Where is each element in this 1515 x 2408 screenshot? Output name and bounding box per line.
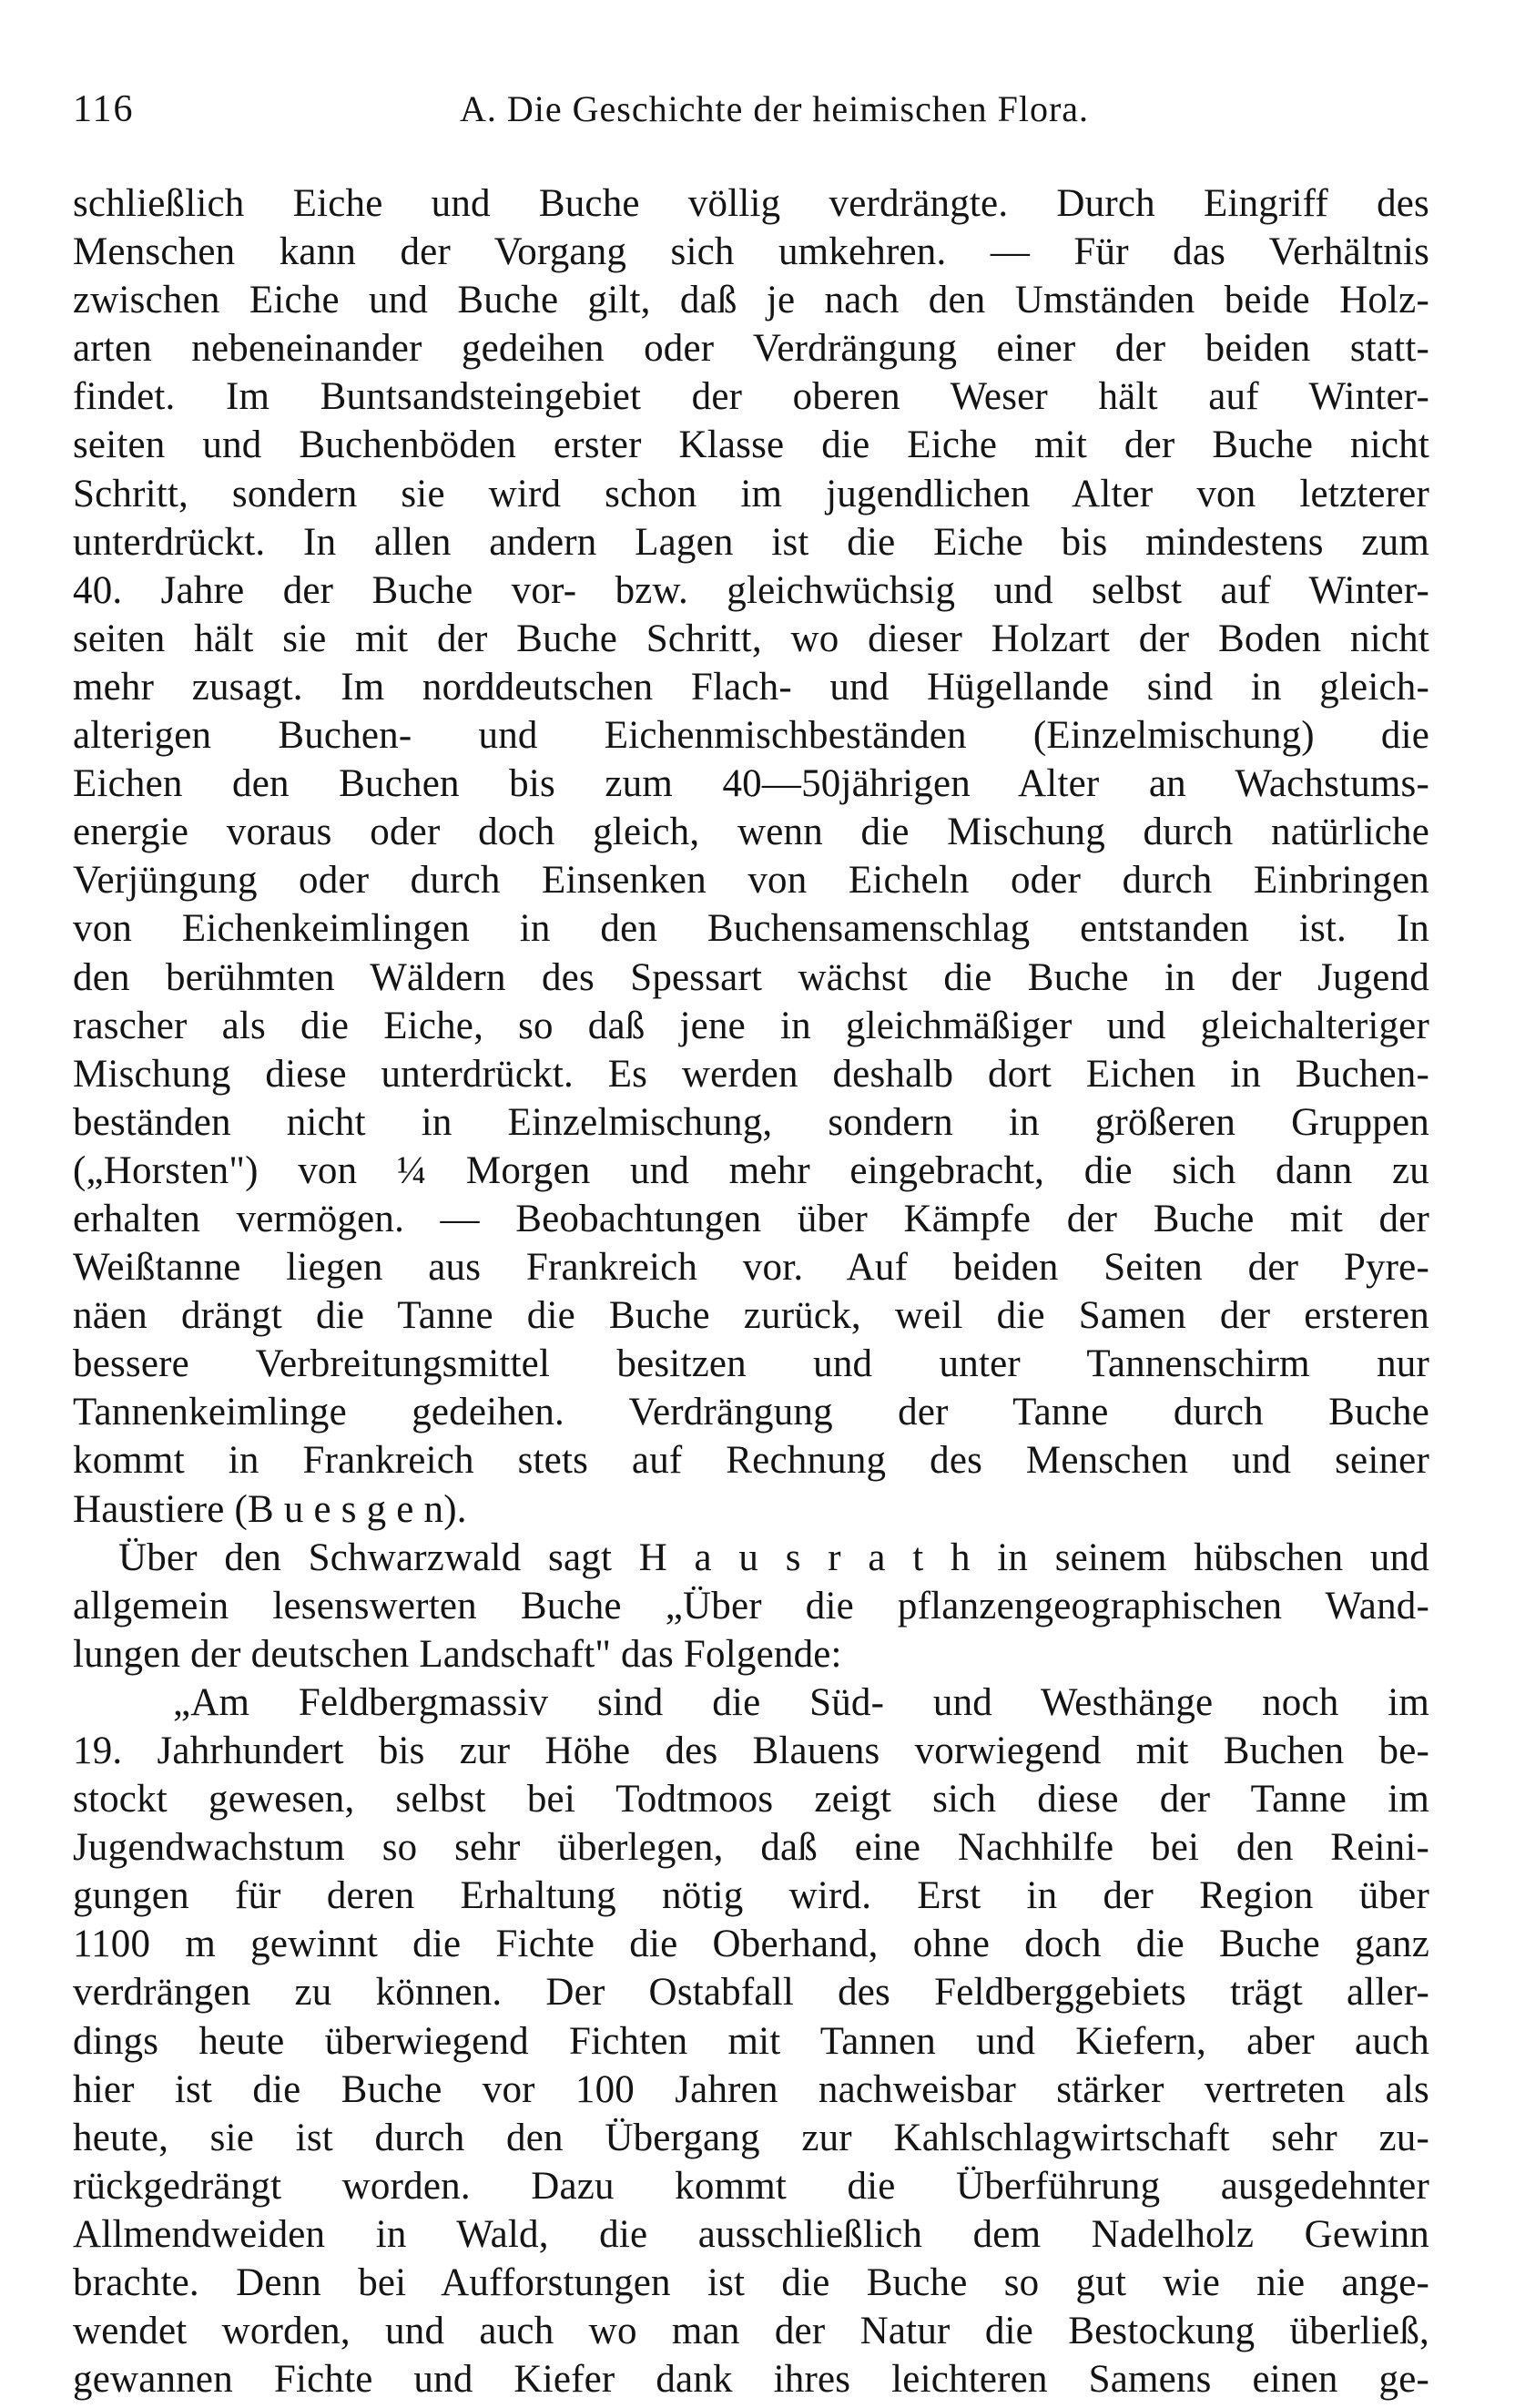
text-line: schließlich Eiche und Buche völlig verdrängte. Durch Eingriff des xyxy=(73,182,1429,225)
text-line: bessere Verbreitungsmittel besitzen und unter Tannenschirm nur xyxy=(73,1342,1429,1386)
page-number: 116 xyxy=(73,88,135,130)
text-line: Tannenkeimlinge gedeihen. Verdrängung der Tanne durch Buche xyxy=(73,1391,1429,1434)
text-line: gewannen Fichte und Kiefer dank ihres leichteren Samens einen ge- xyxy=(73,2358,1429,2402)
text-line: rascher als die Eiche, so daß jene in gleichmäßiger und gleichalteriger xyxy=(73,1004,1429,1047)
text-line: Menschen kann der Vorgang sich umkehren. — Für das Verhältnis xyxy=(73,230,1429,274)
paragraph-end-line: lungen der deutschen Landschaft" das Folgende: xyxy=(73,1632,842,1676)
text-line: unterdrückt. In allen andern Lagen ist die Eiche bis mindestens zum xyxy=(73,520,1429,564)
text-line: heute, sie ist durch den Übergang zur Kahlschlagwirtschaft sehr zu- xyxy=(73,2116,1429,2159)
text-line: 19. Jahrhundert bis zur Höhe des Blauens vorwiegend mit Buchen be- xyxy=(73,1729,1429,1772)
text-line: Jugendwachstum so sehr überlegen, daß eine Nachhilfe bei den Reini- xyxy=(73,1826,1429,1870)
text-line: zwischen Eiche und Buche gilt, daß je nach den Umständen beide Holz- xyxy=(73,279,1429,322)
text-line: kommt in Frankreich stets auf Rechnung des Menschen und seiner xyxy=(73,1439,1429,1483)
text-line: seiten und Buchenböden erster Klasse die Eiche mit der Buche nicht xyxy=(73,423,1429,467)
text-line: („Horsten") von ¼ Morgen und mehr eingebracht, die sich dann zu xyxy=(73,1148,1429,1192)
text-line: hier ist die Buche vor 100 Jahren nachweisbar stärker vertreten als xyxy=(73,2067,1429,2111)
text-line: beständen nicht in Einzelmischung, sondern in größeren Gruppen xyxy=(73,1100,1429,1144)
text-line: 40. Jahre der Buche vor- bzw. gleichwüchsig und selbst auf Winter- xyxy=(73,568,1429,612)
text-line: gungen für deren Erhaltung nötig wird. Erst in der Region über xyxy=(73,1874,1429,1918)
text-line: näen drängt die Tanne die Buche zurück, weil die Samen der ersteren xyxy=(73,1294,1429,1338)
text-line: allgemein lesenswerten Buche „Über die pflanzengeographischen Wand- xyxy=(73,1584,1429,1627)
text-line: Mischung diese unterdrückt. Es werden deshalb dort Eichen in Buchen- xyxy=(73,1052,1429,1096)
text-line: seiten hält sie mit der Buche Schritt, wo dieser Holzart der Boden nicht xyxy=(73,617,1429,660)
text-line: von Eichenkeimlingen in den Buchensamenschlag entstanden ist. In xyxy=(73,907,1429,951)
text-line: wendet worden, und auch wo man der Natur die Bestockung überließ, xyxy=(73,2310,1429,2353)
quote-start-line: „Am Feldbergmassiv sind die Süd- und Westhänge noch im xyxy=(173,1680,1429,1724)
text-line: rückgedrängt worden. Dazu kommt die Überführung ausgedehnter xyxy=(73,2164,1429,2208)
text-line: alterigen Buchen- und Eichenmischbeständen (Einzelmischung) die xyxy=(73,714,1429,758)
running-head-title: A. Die Geschichte der heimischen Flora. xyxy=(460,88,1090,129)
paragraph-end-line: Haustiere (B u e s g e n). xyxy=(73,1487,467,1531)
paragraph-start-line: Über den Schwarzwald sagt H a u s r a t h in seinem hübschen und xyxy=(118,1536,1429,1579)
text-line: energie voraus oder doch gleich, wenn die Mischung durch natürliche xyxy=(73,811,1429,854)
text-line: Schritt, sondern sie wird schon im jugendlichen Alter von letzterer xyxy=(73,472,1429,515)
text-line: findet. Im Buntsandsteingebiet der oberen Weser hält auf Winter- xyxy=(73,375,1429,419)
text-line: dings heute überwiegend Fichten mit Tannen und Kiefern, aber auch xyxy=(73,2019,1429,2063)
text-line: stockt gewesen, selbst bei Todtmoos zeigt sich diese der Tanne im xyxy=(73,1778,1429,1821)
running-head xyxy=(73,87,1429,142)
text-line: Verjüngung oder durch Einsenken von Eicheln oder durch Einbringen xyxy=(73,859,1429,903)
text-line: arten nebeneinander gedeihen oder Verdrängung einer der beiden statt- xyxy=(73,327,1429,371)
text-line: den berühmten Wäldern des Spessart wächst die Buche in der Jugend xyxy=(73,955,1429,999)
text-line: erhalten vermögen. — Beobachtungen über Kämpfe der Buche mit der xyxy=(73,1197,1429,1240)
text-line: Weißtanne liegen aus Frankreich vor. Auf beiden Seiten der Pyre- xyxy=(73,1246,1429,1290)
text-line: Allmendweiden in Wald, die ausschließlich dem Nadelholz Gewinn xyxy=(73,2212,1429,2256)
text-line: mehr zusagt. Im norddeutschen Flach- und Hügellande sind in gleich- xyxy=(73,665,1429,709)
text-line: brachte. Denn bei Aufforstungen ist die Buche so gut wie nie ange- xyxy=(73,2261,1429,2305)
text-line: 1100 m gewinnt die Fichte die Oberhand, ohne doch die Buche ganz xyxy=(73,1923,1429,1966)
text-line: Eichen den Buchen bis zum 40—50jährigen Alter an Wachstums- xyxy=(73,762,1429,806)
text-line: verdrängen zu können. Der Ostabfall des Feldberggebiets trägt aller- xyxy=(73,1971,1429,2015)
body-text xyxy=(73,179,1429,2403)
